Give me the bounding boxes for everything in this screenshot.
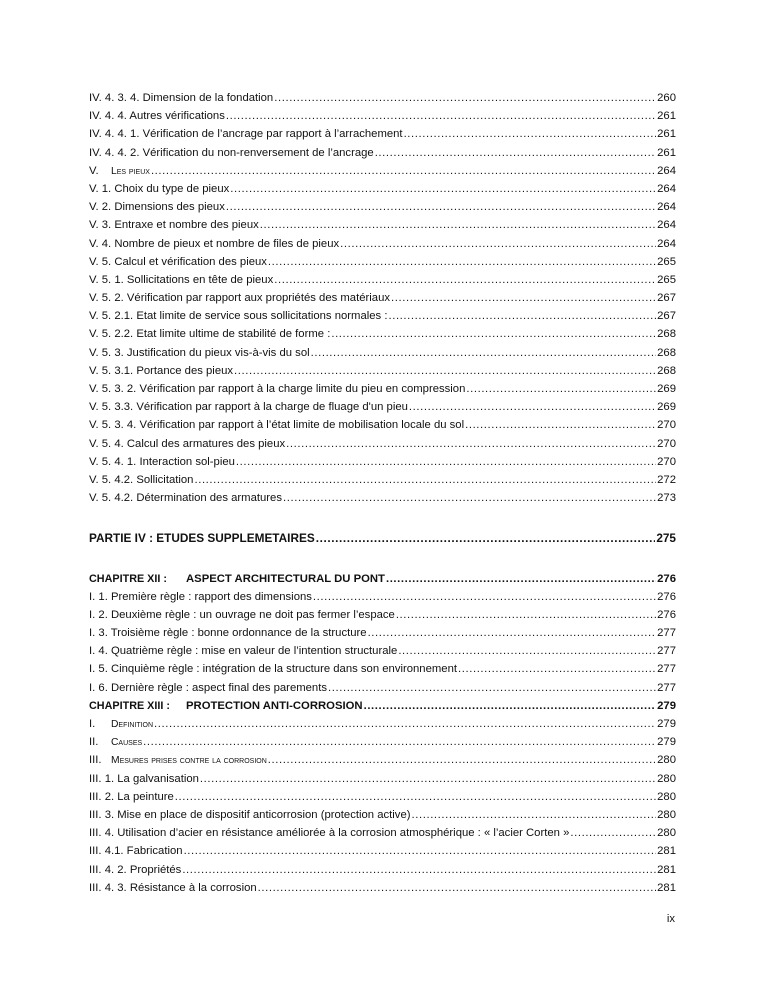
toc-entry-page: 270	[657, 419, 676, 432]
toc-entry-label: IV. 4. 4. 2. Vérification du non-renversement de l’ancrage	[89, 146, 374, 159]
toc-entry-label: V. 5. 2.1. Etat limite de service sous sollicitations normales :	[89, 310, 388, 323]
toc-entry-label: I. 3. Troisième règle : bonne ordonnance de la structure	[89, 627, 367, 640]
page-number: ix	[666, 913, 675, 925]
toc-entry-label: III. 4. Utilisation d’acier en résistance améliorée à la corrosion atmosphérique : « l’acier Corten »	[89, 827, 570, 840]
dot-leader	[286, 435, 656, 453]
dot-leader	[465, 416, 656, 434]
toc-entry[interactable]	[89, 679, 676, 697]
dot-leader	[154, 715, 656, 733]
dot-leader	[331, 325, 656, 343]
toc-entry-page: 276	[657, 608, 676, 621]
toc-entry[interactable]	[89, 416, 676, 434]
dot-leader	[388, 307, 656, 325]
toc-entry-page: 270	[657, 455, 676, 468]
toc-entry-page: 275	[656, 531, 676, 546]
toc-entry-label: III. 2. La peinture	[89, 790, 174, 803]
dot-leader	[409, 398, 656, 416]
toc-entry-page: 264	[657, 219, 676, 232]
toc-entry-page: 281	[657, 863, 676, 876]
toc-entry-page: 280	[657, 790, 676, 803]
toc-entry[interactable]	[89, 180, 676, 198]
toc-entry-page: 261	[657, 128, 676, 141]
toc-entry[interactable]	[89, 271, 676, 289]
toc-entry-page: 280	[657, 754, 676, 767]
dot-leader	[234, 362, 656, 380]
toc-entry[interactable]	[89, 715, 676, 733]
toc-entry-page: 261	[657, 146, 676, 159]
dot-leader	[364, 697, 657, 715]
toc-entry[interactable]	[89, 144, 676, 162]
toc-entry-page: 268	[657, 364, 676, 377]
toc-entry[interactable]	[89, 235, 676, 253]
dot-leader	[184, 842, 657, 860]
toc-entry-page: 261	[657, 110, 676, 123]
dot-leader	[396, 606, 656, 624]
dot-leader	[404, 125, 657, 143]
toc-entry-page: 267	[657, 292, 676, 305]
toc-entry-label: V. 5. 3.3. Vérification par rapport à la charge de fluage d'un pieu	[89, 401, 408, 414]
toc-entry-page: 264	[657, 201, 676, 214]
toc-entry[interactable]	[89, 642, 676, 660]
toc-entry[interactable]	[89, 606, 676, 624]
dot-leader	[340, 235, 656, 253]
toc-entry-page: 270	[657, 437, 676, 450]
toc-entry-label: III. 1. La galvanisation	[89, 772, 199, 785]
toc-entry-label: IV. 4. 4. 1. Vérification de l’ancrage par rapport à l’arrachement	[89, 128, 403, 141]
dot-leader	[316, 529, 656, 547]
dot-leader	[570, 824, 656, 842]
toc-entry-label: V. 5. 3. Justification du pieux vis-à-vis du sol	[89, 346, 310, 359]
dot-leader	[143, 733, 656, 751]
dot-leader	[175, 788, 656, 806]
dot-leader	[258, 879, 656, 897]
dot-leader	[274, 271, 656, 289]
toc-entry-page: 279	[657, 718, 676, 730]
toc-entry-page: 265	[657, 255, 676, 268]
toc-entry[interactable]	[89, 861, 676, 879]
toc-entry[interactable]	[89, 788, 676, 806]
toc-entry-page: 268	[657, 328, 676, 341]
section-number: III.	[89, 754, 102, 767]
dot-leader	[386, 570, 656, 588]
toc-entry-label: V. 5. 4.2. Détermination des armatures	[89, 492, 282, 505]
dot-leader	[182, 861, 656, 879]
toc-entry-label: III. 3. Mise en place de dispositif anticorrosion (protection active)	[89, 808, 411, 821]
toc-entry-page: 264	[657, 182, 676, 195]
dot-leader	[368, 624, 657, 642]
toc-part-entry[interactable]	[89, 529, 676, 547]
section-number: V.	[89, 164, 99, 177]
toc-entry[interactable]	[89, 380, 676, 398]
dot-leader	[466, 380, 656, 398]
toc-entry-label: V. 3. Entraxe et nombre des pieux	[89, 219, 259, 232]
dot-leader	[226, 107, 656, 125]
toc-entry-page: 280	[657, 827, 676, 840]
toc-entry-label: V. 5. 4. 1. Interaction sol-pieu	[89, 455, 235, 468]
dot-leader	[274, 89, 656, 107]
dot-leader	[458, 660, 656, 678]
toc-entry[interactable]	[89, 842, 676, 860]
toc-entry[interactable]	[89, 125, 676, 143]
toc-entry-label: IV. 4. 4. Autres vérifications	[89, 110, 225, 123]
toc-entry[interactable]	[89, 162, 676, 180]
toc-entry[interactable]	[89, 660, 676, 678]
dot-leader	[398, 642, 656, 660]
toc-entry-page: 280	[657, 772, 676, 785]
toc-entry-label: V. 1. Choix du type de pieux	[89, 182, 230, 195]
toc-entry-label: V. 5. 4. Calcul des armatures des pieux	[89, 437, 286, 450]
toc-entry[interactable]	[89, 471, 676, 489]
toc-entry-label: V. 5. 4.2. Sollicitation	[89, 473, 194, 486]
dot-leader	[283, 489, 656, 507]
toc-entry-label: V. 5. 2. Vérification par rapport aux propriétés des matériaux	[89, 292, 390, 305]
toc-entry-page: 279	[657, 736, 676, 749]
dot-leader	[230, 180, 656, 198]
toc-entry[interactable]	[89, 344, 676, 362]
chapter-title: PROTECTION ANTI-CORROSION	[186, 699, 363, 712]
toc-entry[interactable]	[89, 289, 676, 307]
toc-entry-page: 279	[657, 699, 676, 712]
toc-chapter-entry[interactable]	[89, 570, 676, 588]
toc-entry-page: 265	[657, 273, 676, 286]
toc-entry-page: 269	[657, 401, 676, 414]
toc-entry-label: V. 2. Dimensions des pieux	[89, 201, 225, 214]
toc-entry[interactable]	[89, 325, 676, 343]
toc-entry-label: V. 5. 2.2. Etat limite ultime de stabilité de forme :	[89, 328, 331, 341]
toc-entry[interactable]	[89, 824, 676, 842]
toc-entry-page: 281	[657, 881, 676, 894]
toc-entry-page: 260	[657, 92, 676, 104]
toc-entry-page: 280	[657, 808, 676, 821]
toc-entry[interactable]	[89, 806, 676, 824]
toc-entry-page: 277	[657, 627, 676, 640]
table-of-contents	[89, 89, 676, 897]
toc-entry[interactable]	[89, 588, 676, 606]
toc-entry-label: Causes	[111, 737, 143, 749]
toc-entry-label: Mesures prises contre la corrosion	[111, 755, 267, 767]
toc-entry-label: V. 5. 3.1. Portance des pieux	[89, 364, 234, 377]
toc-entry-label: I. 6. Dernière règle : aspect final des parements	[89, 681, 327, 694]
toc-entry[interactable]	[89, 198, 676, 216]
toc-entry-page: 277	[657, 663, 676, 676]
dot-leader	[268, 751, 656, 769]
toc-entry-label: Les pieux	[111, 165, 150, 177]
dot-leader	[391, 289, 656, 307]
toc-entry-page: 264	[657, 164, 676, 177]
dot-leader	[412, 806, 657, 824]
chapter-number: CHAPITRE XII :	[89, 572, 167, 585]
toc-entry-label: PARTIE IV : ETUDES SUPPLEMETAIRES	[89, 531, 315, 546]
toc-entry-label: V. 5. Calcul et vérification des pieux	[89, 255, 267, 268]
toc-entry[interactable]	[89, 307, 676, 325]
toc-entry[interactable]	[89, 107, 676, 125]
chapter-number: CHAPITRE XIII :	[89, 699, 170, 712]
toc-entry-page: 269	[657, 383, 676, 395]
toc-entry-page: 276	[657, 572, 676, 585]
toc-entry-page: 273	[657, 492, 676, 505]
toc-entry-page: 267	[657, 310, 676, 323]
toc-entry-label: III. 4. 2. Propriétés	[89, 863, 182, 876]
toc-entry-page: 264	[657, 237, 676, 250]
toc-entry[interactable]	[89, 770, 676, 788]
toc-entry[interactable]	[89, 489, 676, 507]
toc-entry-label: I. 1. Première règle : rapport des dimensions	[89, 590, 312, 603]
toc-entry-label: V. 5. 3. 4. Vérification par rapport à l’état limite de mobilisation locale du sol	[89, 419, 465, 432]
dot-leader	[200, 770, 656, 788]
toc-entry[interactable]	[89, 624, 676, 642]
dot-leader	[151, 162, 656, 180]
dot-leader	[236, 453, 656, 471]
toc-entry-label: III. 4.1. Fabrication	[89, 845, 183, 858]
toc-entry-label: I. 2. Deuxième règle : un ouvrage ne doit pas fermer l’espace	[89, 608, 395, 621]
toc-chapter-entry[interactable]	[89, 697, 676, 715]
toc-entry[interactable]	[89, 216, 676, 234]
toc-entry-label: Definition	[111, 719, 154, 730]
toc-entry-label: IV. 4. 3. 4. Dimension de la fondation	[89, 92, 274, 104]
dot-leader	[375, 144, 656, 162]
toc-entry[interactable]	[89, 751, 676, 769]
toc-entry-label: I. 4. Quatrième règle : mise en valeur de l’intention structurale	[89, 645, 398, 658]
toc-entry-page: 277	[657, 645, 676, 658]
toc-entry-page: 277	[657, 681, 676, 694]
toc-entry-page: 281	[657, 845, 676, 858]
toc-entry-label: V. 5. 3. 2. Vérification par rapport à la charge limite du pieu en compression	[89, 383, 466, 395]
toc-entry-page: 268	[657, 346, 676, 359]
section-number: I.	[89, 718, 96, 730]
toc-entry-page: 276	[657, 590, 676, 603]
toc-entry-page: 272	[657, 473, 676, 486]
toc-entry[interactable]	[89, 879, 676, 897]
dot-leader	[311, 344, 657, 362]
dot-leader	[260, 216, 656, 234]
toc-entry[interactable]	[89, 362, 676, 380]
toc-entry-label: V. 4. Nombre de pieux et nombre de files de pieux	[89, 237, 340, 250]
toc-entry-label: I. 5. Cinquième règle : intégration de la structure dans son environnement	[89, 663, 457, 676]
toc-entry[interactable]	[89, 733, 676, 751]
toc-entry-label: III. 4. 3. Résistance à la corrosion	[89, 881, 257, 894]
toc-entry[interactable]	[89, 253, 676, 271]
toc-entry[interactable]	[89, 435, 676, 453]
dot-leader	[226, 198, 656, 216]
toc-entry[interactable]	[89, 89, 676, 107]
dot-leader	[268, 253, 656, 271]
toc-entry[interactable]	[89, 453, 676, 471]
chapter-title: ASPECT ARCHITECTURAL DU PONT	[186, 572, 385, 585]
section-number: II.	[89, 736, 99, 749]
dot-leader	[313, 588, 656, 606]
toc-entry[interactable]	[89, 398, 676, 416]
dot-leader	[194, 471, 656, 489]
toc-entry-label: V. 5. 1. Sollicitations en tête de pieux	[89, 273, 274, 286]
dot-leader	[328, 679, 656, 697]
